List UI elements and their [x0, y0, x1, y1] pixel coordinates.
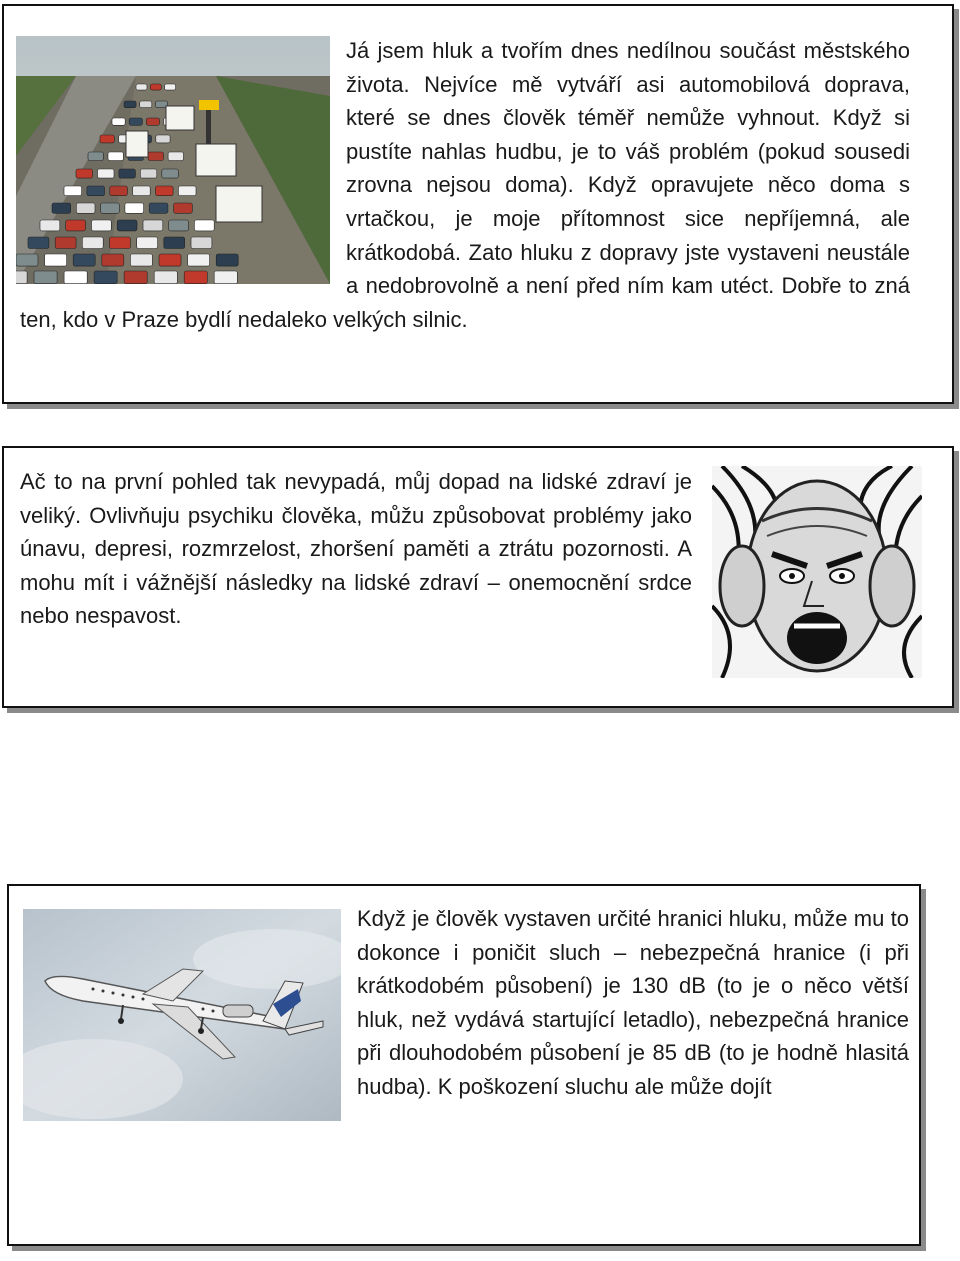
paragraph-traffic-text: Já jsem hluk a tvořím dnes nedílnou součást městského života. Nejvíce mě vytváří asi automobilová doprava, které se dnes člověk téměř nemůže vyhnout. Když si pustíte nahlas hudbu, je to váš problém (pokud sousedi zrovna nejsou doma). Když opravujete něco doma s vrtačkou, je moje přítomnost sice nepříjemná, ale krátkodobá. Zato hluku z dopravy jste vystaveni neustále a nedobrovolně a není před ním kam utéct. Dobře to zná ten, kdo v Praze bydlí nedaleko velkých silnic. [20, 38, 910, 332]
image-float-spacer [20, 34, 346, 286]
screaming-man-image [712, 466, 922, 678]
paragraph-health [20, 465, 692, 633]
paragraph-traffic [20, 34, 910, 336]
airplane-image [23, 909, 341, 1121]
text-box-traffic [2, 4, 954, 404]
text-box-health [2, 446, 954, 708]
paragraph-hearing [357, 902, 909, 1104]
text-box-hearing [7, 884, 921, 1246]
paragraph-health-text: Ač to na první pohled tak nevypadá, můj dopad na lidské zdraví je veliký. Ovlivňuju psychiku člověka, můžu způsobovat problémy jako únavu, depresi, rozmrzelost, zhoršení paměti a ztrátu pozornosti. A mohu mít i vážnější následky na lidské zdraví – onemocnění srdce nebo nespavost. [20, 469, 692, 629]
paragraph-hearing-text: Když je člověk vystaven určité hranici hluku, může mu to dokonce i poničit sluch – nebezpečná hranice (i při krátkodobém působení) je 130 dB (to je o něco větší hluk, než vydává startující letadlo), nebezpečná hranice při dlouhodobém působení je 85 dB (to je hodně hlasitá hudba). K poškození sluchu ale může dojít [357, 906, 909, 1099]
